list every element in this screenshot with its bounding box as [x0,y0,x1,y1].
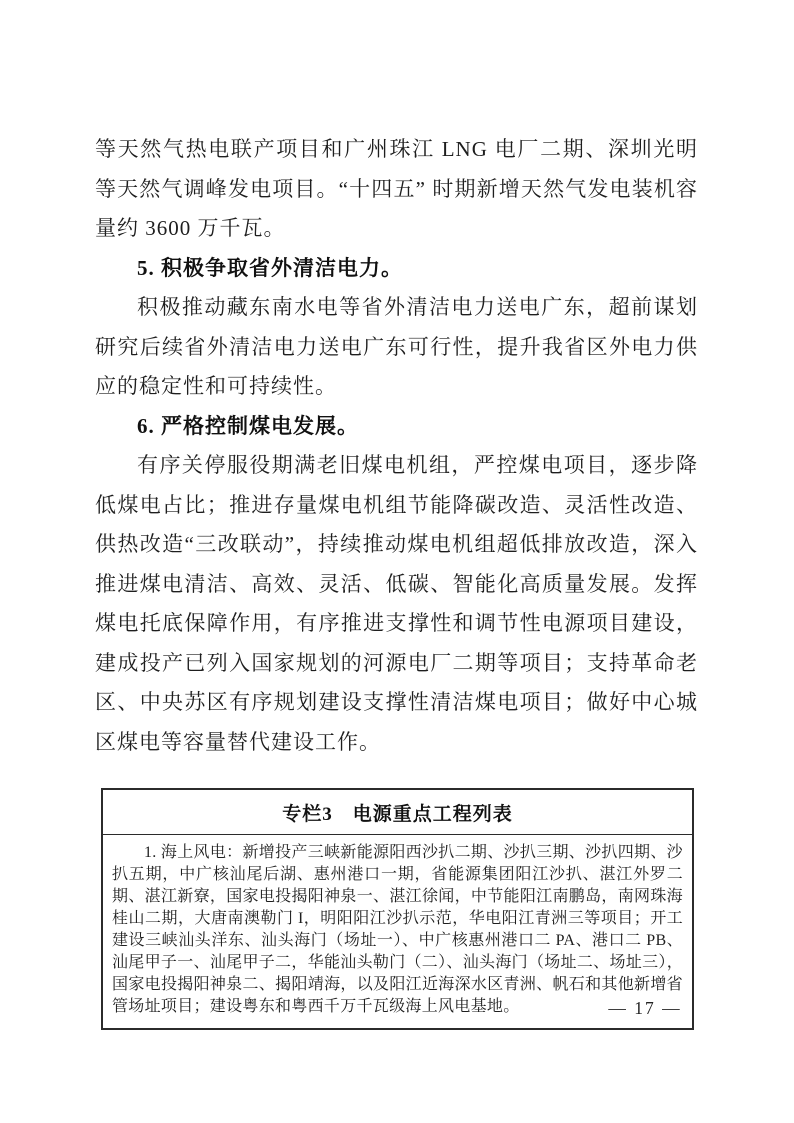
feature-box-item-offshore-wind: 1. 海上风电：新增投产三峡新能源阳西沙扒二期、沙扒三期、沙扒四期、沙扒五期，中广核汕尾后湖、惠州港口一期，省能源集团阳江沙扒、湛江外罗二期、湛江新寮，国家电投揭阳神泉一、湛江徐闻，中节能阳江南鹏岛，南网珠海桂山二期，大唐南澳勒门 I，明阳阳江沙扒示范，华电阳江青洲三等项目；开工建设三峡汕头洋东、汕头海门（场址一）、中广核惠州港口二 PA、港口二 PB、汕尾甲子一、汕尾甲子二，华能汕头勒门（二）、汕头海门（场址二、场址三），国家电投揭阳神泉二、揭阳靖海，以及阳江近海深水区青洲、帆石和其他新增省管场址项目；建设粤东和粤西千万千瓦级海上风电基地。 [112,844,683,1015]
heading-section-6: 6. 严格控制煤电发展。 [137,413,359,438]
heading-section-5: 5. 积极争取省外清洁电力。 [137,255,403,280]
paragraph-section-5: 积极推动藏东南水电等省外清洁电力送电广东，超前谋划研究后续省外清洁电力送电广东可行性，提升我省区外电力供应的稳定性和可持续性。 [95,295,698,398]
document-content [95,130,698,1030]
page-number: — 17 — [608,998,682,1018]
paragraph-gas-power-continuation: 等天然气热电联产项目和广州珠江 LNG 电厂二期、深圳光明等天然气调峰发电项目。“十四五” 时期新增天然气发电装机容量约 3600 万千瓦。 [95,137,698,240]
feature-box-column-3 [101,788,694,1030]
feature-box-title: 专栏3 电源重点工程列表 [103,790,692,835]
paragraph-section-6: 有序关停服役期满老旧煤电机组，严控煤电项目，逐步降低煤电占比；推进存量煤电机组节能降碳改造、灵活性改造、供热改造“三改联动”，持续推动煤电机组超低排放改造，深入推进煤电清洁、高效、灵活、低碳、智能化高质量发展。发挥煤电托底保障作用，有序推进支撑性和调节性电源项目建设，建成投产已列入国家规划的河源电厂二期等项目；支持革命老区、中央苏区有序规划建设支撑性清洁煤电项目；做好中心城区煤电等容量替代建设工作。 [95,453,698,754]
